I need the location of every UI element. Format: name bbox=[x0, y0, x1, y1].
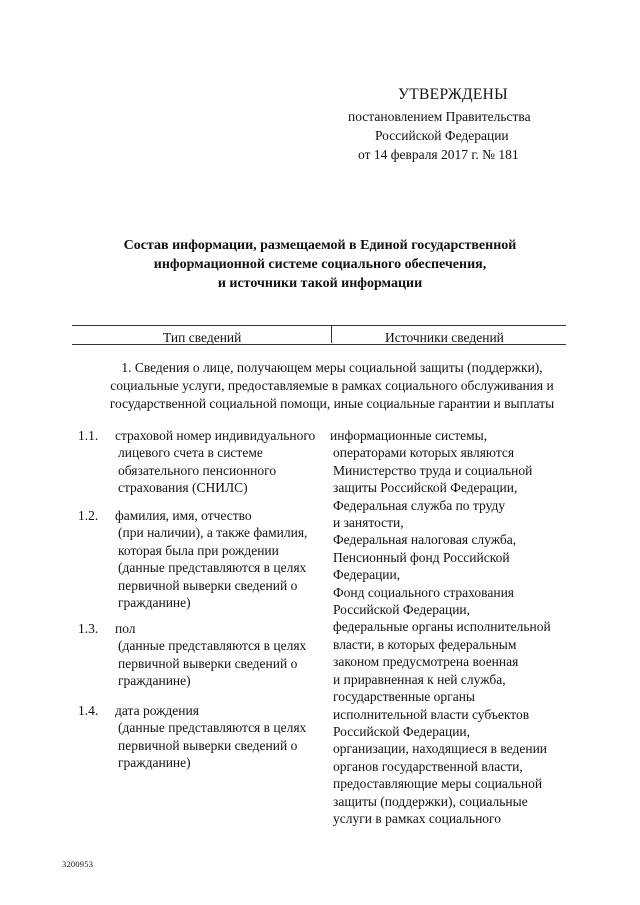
item-line: которая была при рождении bbox=[118, 542, 279, 558]
item-line: гражданине) bbox=[118, 595, 191, 611]
item-line: пол bbox=[115, 621, 136, 636]
source-line: Федерации, bbox=[333, 567, 401, 583]
source-line: исполнительной власти субъектов bbox=[333, 706, 530, 722]
source-line: защиты (поддержки), социальные bbox=[333, 793, 528, 809]
item-line: (данные представляются в целях bbox=[118, 638, 307, 654]
source-line: информационные системы, bbox=[330, 428, 488, 443]
item-number: 1.2. bbox=[78, 508, 99, 523]
item-line: страхования (СНИЛС) bbox=[118, 480, 248, 496]
source-line: Министерство труда и социальной bbox=[333, 462, 533, 478]
table-header-sources: Источники сведений bbox=[385, 330, 504, 345]
sources-column bbox=[330, 427, 570, 827]
approval-line: Российской Федерации bbox=[375, 128, 509, 143]
source-line: государственные органы bbox=[333, 689, 476, 705]
source-line: Федеральная налоговая служба, bbox=[333, 532, 517, 548]
item-line: первичной выверки сведений о bbox=[118, 577, 298, 593]
item-line: лицевого счета в системе bbox=[118, 445, 263, 461]
source-line: Федеральная служба по труду bbox=[333, 497, 506, 513]
section-heading-line: социальные услуги, предоставляемые в рамках социального обслуживания и bbox=[110, 378, 554, 393]
item-line: (при наличии), а также фамилия, bbox=[118, 525, 308, 541]
table-header-type: Тип сведений bbox=[163, 330, 242, 345]
section-heading-line: государственной социальной помощи, иные социальные гарантии и выплаты bbox=[109, 396, 555, 411]
table-column-separator bbox=[331, 325, 332, 343]
item-number: 1.3. bbox=[78, 621, 99, 636]
item-number: 1.4. bbox=[78, 703, 99, 718]
item-line: фамилия, имя, отчество bbox=[115, 508, 252, 523]
item-line: страховой номер индивидуального bbox=[115, 428, 316, 443]
source-line: и занятости, bbox=[333, 515, 404, 531]
source-line: законом предусмотрена военная bbox=[333, 654, 519, 670]
source-line: Пенсионный фонд Российской bbox=[333, 549, 510, 565]
document-title bbox=[60, 236, 580, 293]
item-line: (данные представляются в целях bbox=[118, 560, 307, 576]
source-line: услуги в рамках социального bbox=[333, 810, 501, 826]
section-heading-line: 1. Сведения о лице, получающем меры социальной защиты (поддержки), bbox=[121, 360, 543, 375]
approval-line: постановлением Правительства bbox=[348, 109, 531, 124]
source-line: защиты Российской Федерации, bbox=[333, 480, 518, 496]
source-line: предоставляющие меры социальной bbox=[333, 776, 543, 792]
document-code: 3200953 bbox=[62, 859, 94, 869]
document-title-line: и источники такой информации bbox=[217, 276, 423, 291]
source-line: федеральные органы исполнительной bbox=[333, 619, 551, 635]
item-line: первичной выверки сведений о bbox=[118, 737, 298, 753]
item-line: дата рождения bbox=[115, 703, 199, 718]
item-description bbox=[115, 507, 330, 611]
item-description bbox=[115, 427, 330, 497]
document-title-line: информационной системе социального обеспечения, bbox=[153, 257, 487, 272]
document-title-line: Состав информации, размещаемой в Единой государственной bbox=[123, 238, 517, 253]
source-line: Фонд социального страхования bbox=[333, 584, 515, 600]
section-heading bbox=[72, 359, 592, 413]
item-description bbox=[115, 620, 330, 690]
table-top-rule bbox=[72, 325, 566, 326]
item-line: обязательного пенсионного bbox=[118, 462, 277, 478]
item-number: 1.1. bbox=[78, 428, 99, 443]
approval-title: УТВЕРЖДЕНЫ bbox=[398, 86, 508, 103]
item-line: первичной выверки сведений о bbox=[118, 655, 298, 671]
source-line: операторами которых являются bbox=[333, 445, 515, 461]
item-line: гражданине) bbox=[118, 755, 191, 771]
item-description bbox=[115, 702, 330, 772]
source-line: Российской Федерации, bbox=[333, 602, 471, 618]
source-line: Российской Федерации, bbox=[333, 723, 471, 739]
approval-date-line: от 14 февраля 2017 г. № 181 bbox=[358, 147, 519, 162]
item-line: (данные представляются в целях bbox=[118, 720, 307, 736]
item-line: гражданине) bbox=[118, 673, 191, 689]
source-line: власти, в которых федеральным bbox=[333, 636, 517, 652]
source-line: и приравненная к ней служба, bbox=[333, 671, 506, 687]
source-line: органов государственной власти, bbox=[333, 758, 523, 774]
source-line: организации, находящиеся в ведении bbox=[333, 741, 548, 757]
